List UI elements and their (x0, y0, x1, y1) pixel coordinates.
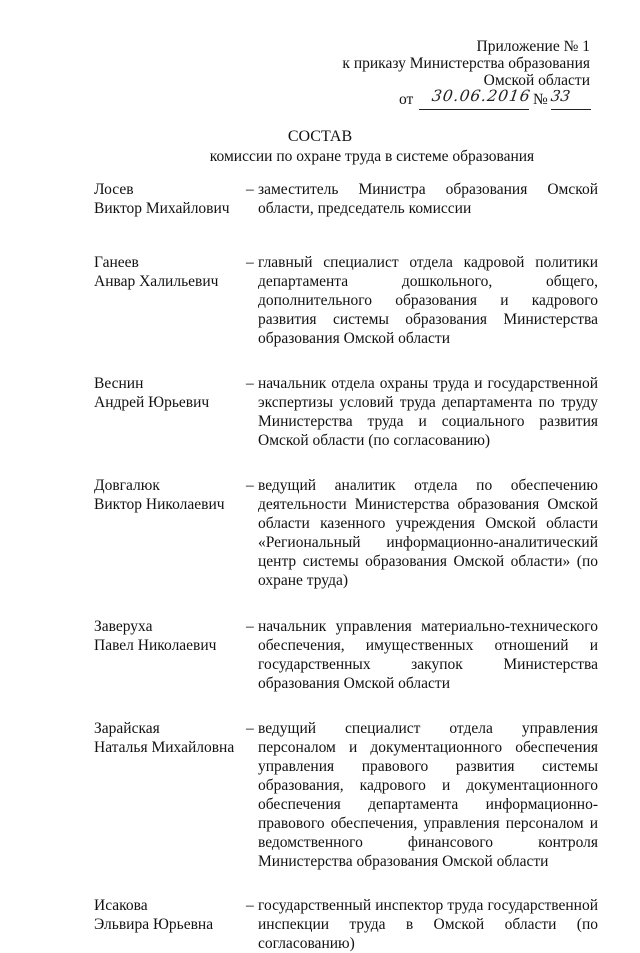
member-dash: – (246, 375, 254, 392)
member-dash: – (246, 477, 254, 494)
member-given-names: Наталья Михайловна (94, 739, 235, 756)
member-entry (94, 180, 598, 218)
member-role: заместитель Министра образования Омской области, председатель комиссии (258, 181, 598, 217)
order-number-handwritten: 33 (549, 87, 572, 105)
member-dash: – (246, 720, 254, 737)
member-dash: – (246, 254, 254, 271)
member-entry (94, 719, 598, 871)
appendix-number: Приложение № 1 (476, 38, 590, 55)
member-given-names: Эльвира Юрьевна (94, 916, 214, 933)
member-name (94, 476, 246, 590)
order-date-handwritten: 30.06.2016 (430, 87, 533, 105)
member-given-names: Павел Николаевич (94, 637, 217, 654)
member-given-names: Виктор Михайлович (94, 200, 230, 217)
member-entry (94, 374, 598, 450)
member-surname: Ганеев (94, 254, 139, 271)
member-entry (94, 253, 598, 348)
member-surname: Веснин (94, 375, 144, 392)
member-dash: – (246, 897, 254, 914)
member-dash: – (246, 618, 254, 635)
date-underline (419, 109, 529, 110)
document-subtitle: комиссии по охране труда в системе образования (209, 148, 535, 165)
document-title: СОСТАВ (287, 128, 353, 145)
member-given-names: Андрей Юрьевич (94, 394, 210, 411)
member-role: государственный инспектор труда государственной инспекции труда в Омской области (по согласованию) (258, 897, 598, 952)
member-name (94, 180, 246, 218)
commission-member-list (94, 180, 598, 953)
number-underline (551, 109, 591, 110)
member-surname: Исакова (94, 897, 148, 914)
member-entry (94, 476, 598, 590)
member-given-names: Анвар Халильевич (94, 273, 219, 290)
member-role: начальник управления материально-технического обеспечения, имущественных отношений и государственных закупок Министерства образования Омской области (258, 618, 598, 692)
member-dash: – (246, 181, 254, 198)
member-name (94, 719, 246, 871)
member-name (94, 374, 246, 450)
member-entry (94, 617, 598, 693)
member-name (94, 617, 246, 693)
member-surname: Довгалюк (94, 477, 160, 494)
member-role: ведущий аналитик отдела по обеспечению деятельности Министерства образования Омской области казенного учреждения Омской области «Региональный информационно-аналитический центр системы образования Омской области» (по охране труда) (258, 477, 598, 589)
member-role: главный специалист отдела кадровой политики департамента дошкольного, общего, дополнительного образования и кадрового развития системы образования Министерства образования Омской области (258, 254, 598, 347)
member-surname: Лосев (94, 181, 134, 198)
appendix-order-reference: к приказу Министерства образования (342, 55, 590, 72)
appendix-region: Омской области (483, 72, 590, 89)
appendix-header (330, 38, 590, 89)
order-from-label: от (399, 91, 414, 108)
member-surname: Заверуха (94, 618, 153, 635)
member-given-names: Виктор Николаевич (94, 496, 225, 513)
member-surname: Зарайская (94, 720, 160, 737)
order-date-number-line (399, 87, 599, 112)
order-number-label: № (533, 91, 548, 108)
member-role: начальник отдела охраны труда и государственной экспертизы условий труда департамента по труду Министерства труда и социального развития Омской области (по согласованию) (258, 375, 598, 449)
member-role: ведущий специалист отдела управления персоналом и документационного обеспечения управления правового развития системы образования, кадрового и документационного обеспечения департамента информационно-правового обеспечения, управления персоналом и ведомственного финансового контроля Министерства образования Омской области (258, 720, 598, 870)
member-name (94, 253, 246, 348)
